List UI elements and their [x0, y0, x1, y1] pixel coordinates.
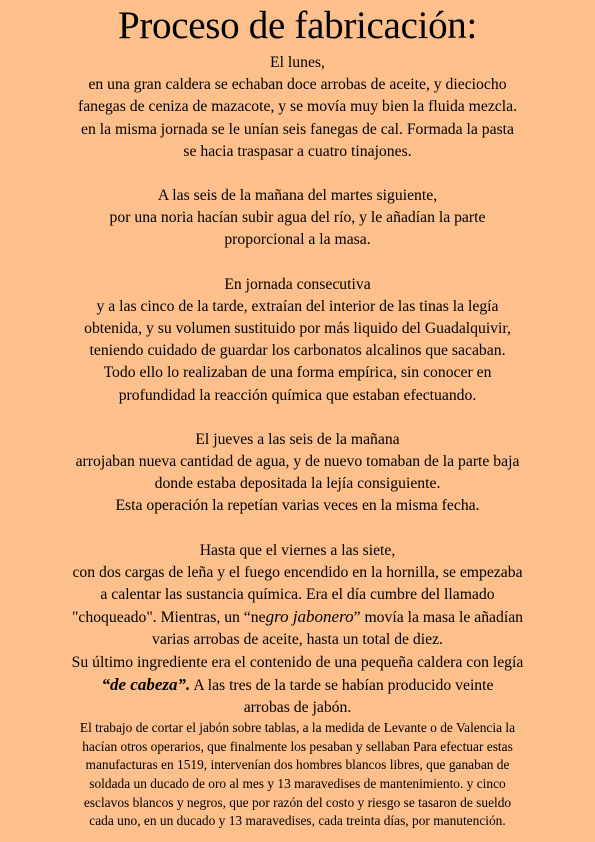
text-line: Todo ello lo realizaban de una forma empírica, sin conocer en: [103, 364, 492, 382]
footer-line: soldada un ducado de oro al mes y 13 maravedises de mantenimiento. y cinco: [89, 776, 506, 792]
text-line: en una gran caldera se echaban doce arrobas de aceite, y dieciocho: [88, 76, 507, 94]
text-line: proporcional a la masa.: [224, 231, 371, 249]
text-line: teniendo cuidado de guardar los carbonatos alcalinos que sacaban.: [89, 342, 506, 360]
text-line: obtenida, y su volumen sustituido por más liquido del Guadalquivir,: [84, 320, 511, 338]
footer-line: cada uno, en un ducado y 13 maravedises, cada treinta días, por manutención.: [89, 813, 506, 829]
footer-line: El trabajo de cortar el jabón sobre tablas, a la medida de Levante o de Valencia la: [79, 720, 516, 736]
text-line: A las seis de la mañana del martes siguiente,: [157, 187, 438, 205]
text-line: Esta operación la repetían varias veces en la misma fecha.: [115, 497, 480, 515]
paragraph-wednesday: [6, 274, 589, 407]
text-line: en la misma jornada se le unían seis fanegas de cal. Formada la pasta: [81, 120, 514, 138]
paragraph-monday: [6, 52, 589, 163]
text-line: fanegas de ceniza de mazacote, y se movía muy bien la fluida mezcla.: [77, 98, 518, 116]
text-line: [6, 674, 589, 697]
footer-line: hacían otros operarios, que finalmente los pesaban y sellaban Para efectuar estas: [82, 738, 513, 754]
footer-note: [6, 719, 589, 831]
text-line: El jueves a las seis de la mañana: [195, 430, 400, 448]
paragraph-spacer: [6, 252, 589, 274]
emphasized-text: “de cabeza”.: [101, 674, 191, 694]
paragraph-spacer: [6, 163, 589, 185]
text-fragment: ” movía la masa le añadían: [353, 609, 524, 627]
text-fragment: "choqueado". Mientras, un “ne: [71, 609, 266, 627]
text-line: y a las cinco de la tarde, extraían del interior de las tinas la legía: [96, 297, 499, 315]
text-line: El lunes,: [270, 54, 325, 71]
footer-line: manufacturas en 1519, intervenían dos hombres blancos libres, que ganaban de: [85, 757, 510, 773]
text-line: por una noria hacían subir agua del río, y le añadían la parte: [109, 209, 486, 227]
emphasized-text: gro jabonero: [265, 607, 354, 627]
paragraph-friday: [6, 540, 589, 720]
text-line: donde estaba depositada la lejía consiguiente.: [154, 475, 441, 493]
text-fragment: A las tres de la tarde se habían producido veinte: [190, 676, 494, 694]
text-line: arrobas de jabón.: [243, 699, 352, 717]
text-line: Hasta que el viernes a las siete,: [199, 541, 396, 559]
paragraph-thursday: [6, 429, 589, 518]
text-line: se hacia traspasar a cuatro tinajones.: [183, 142, 412, 160]
paragraph-spacer: [6, 407, 589, 429]
text-line: En jornada consecutiva: [224, 275, 371, 293]
text-line: [6, 606, 589, 629]
footer-line: esclavos blancos y negros, que por razón del costo y riesgo se tasaron de sueldo: [83, 794, 512, 810]
page-title: Proceso de fabricación:: [117, 4, 478, 47]
text-line: profundidad la reacción química que estaban efectuando.: [118, 386, 477, 404]
paragraph-spacer: [6, 518, 589, 540]
text-line: con dos cargas de leña y el fuego encendido en la hornilla, se empezaba: [72, 563, 523, 581]
text-line: a calentar las sustancia química. Era el día cumbre del llamado: [100, 586, 495, 604]
text-line: varias arrobas de aceite, hasta un total de diez.: [152, 631, 443, 649]
text-line: Su último ingrediente era el contenido de una pequeña caldera con legía: [71, 653, 524, 671]
paragraph-tuesday: [6, 185, 589, 252]
text-line: arrojaban nueva cantidad de agua, y de nuevo tomaban de la parte baja: [75, 453, 520, 471]
